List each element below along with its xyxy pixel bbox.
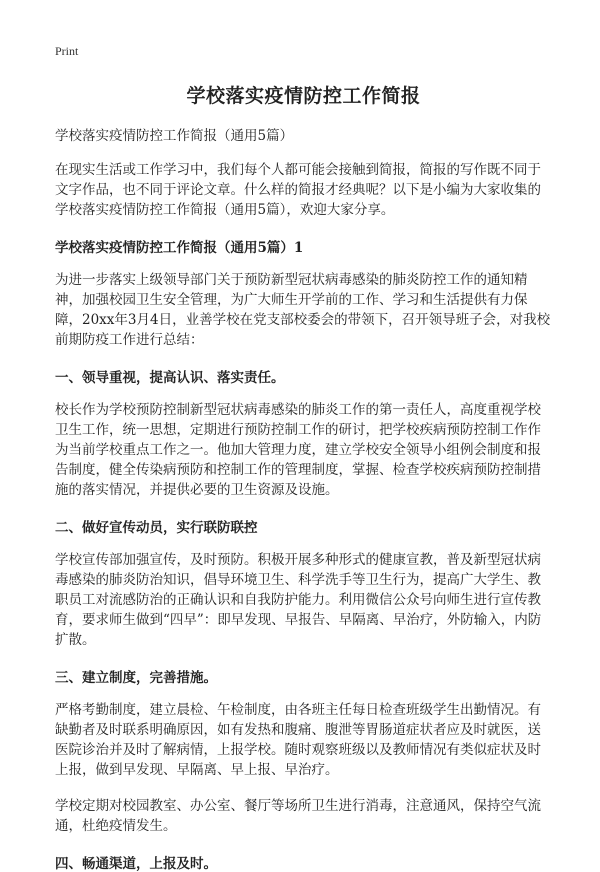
section-4-heading: 四、畅通渠道，上报及时。 (55, 856, 217, 872)
section-2-body: 学校宣传部加强宣传，及时预防。积极开展多种形式的健康宣教，普及新型冠状病毒感染的肺炎防治知识，倡导环境卫生、科学洗手等卫生行为，提高广大学生、教职员工对流感防治的正确认识和自我防护能力。利用微信公众号向师生进行宣传教育，要求师生做到“四早”：即早发现、早报告、早隔离、早治疗，外防输入，内防扩散。 (55, 552, 542, 648)
intro-paragraph: 在现实生活或工作学习中，我们每个人都可能会接触到简报，简报的写作既不同于文字作品，也不同于评论文章。什么样的简报才经典呢？以下是小编为大家收集的学校落实疫情防控工作简报（通用5篇），欢迎大家分享。 (55, 162, 541, 218)
paragraph-1: 为进一步落实上级领导部门关于预防新型冠状病毒感染的肺炎防控工作的通知精神，加强校园卫生安全管理，为广大师生开学前的工作、学习和生活提供有力保障，20xx年3月4日，业善学校在党支部校委会的带领下，召开领导班子会，对我校前期防疫工作进行总结： (55, 272, 551, 348)
page-title: 学校落实疫情防控工作简报 (186, 85, 421, 107)
section-3-body-1: 严格考勤制度，建立晨检、午检制度，由各班主任每日检查班级学生出勤情况。有缺勤者及时联系明确原因，如有发热和腹痛、腹泄等胃肠道症状者应及时就医，送医院诊治并及时了解病情，上报学校。随时观察班级以及教师情况有类似症状及时上报，做到早发现、早隔离、早上报、早治疗。 (55, 702, 541, 778)
subtitle: 学校落实疫情防控工作简报（通用5篇） (55, 128, 294, 144)
section-3-body-2: 学校定期对校园教室、办公室、餐厅等场所卫生进行消毒，注意通风，保持空气流通，杜绝疫情发生。 (55, 798, 541, 834)
section-1-body: 校长作为学校预防控制新型冠状病毒感染的肺炎工作的第一责任人，高度重视学校卫生工作，统一思想，定期进行预防控制工作的研讨，把学校疾病预防控制工作作为当前学校重点工作之一。他加大管理力度，建立学校安全领导小组例会制度和报告制度，健全传染病预防和控制工作的管理制度，掌握、检查学校疾病预防控制措施的落实情况，并提供必要的卫生资源及设施。 (55, 402, 541, 498)
section-3-heading: 三、建立制度，完善措施。 (55, 670, 217, 686)
print-link[interactable]: Print (55, 44, 79, 58)
section-2-heading: 二、做好宣传动员，实行联防联控 (55, 520, 258, 536)
article-heading: 学校落实疫情防控工作简报（通用5篇）1 (55, 240, 304, 256)
section-1-heading: 一、领导重视，提高认识、落实责任。 (55, 370, 285, 386)
